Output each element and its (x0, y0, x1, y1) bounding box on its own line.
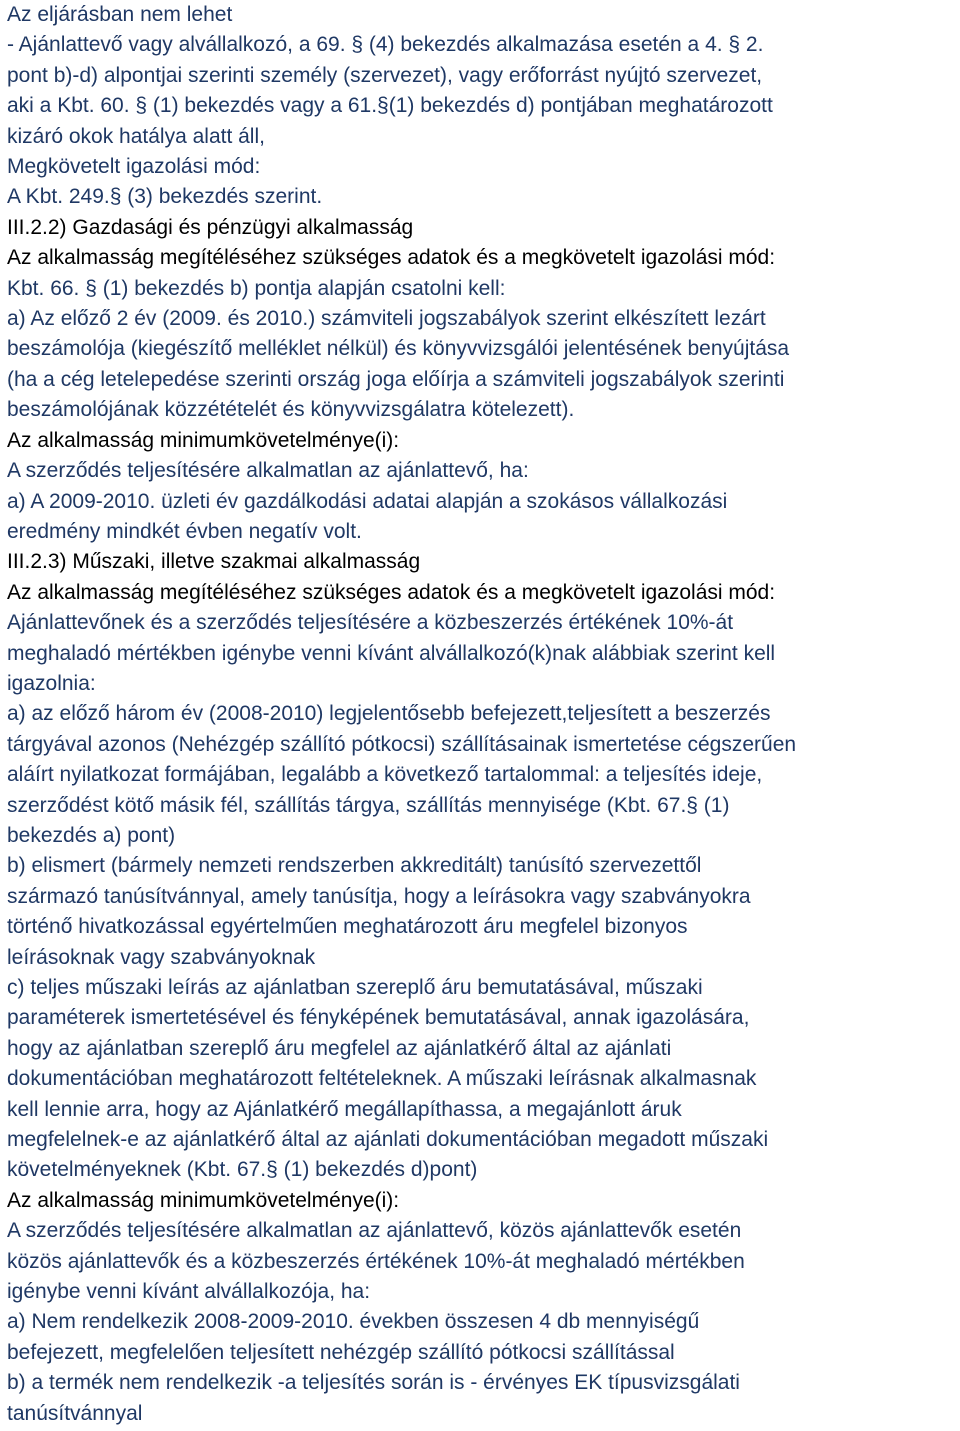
text-line: kizáró okok hatálya alatt áll, (7, 124, 265, 148)
text-line: dokumentációban meghatározott feltételeknek. A műszaki leírásnak alkalmasnak (7, 1067, 757, 1091)
text-line: beszámolója (kiegészítő melléklet nélkül) és könyvvizsgálói jelentésének benyújtása (7, 337, 790, 361)
text-line: közös ajánlattevők és a közbeszerzés értékének 10%-át meghaladó mértékben (7, 1249, 745, 1273)
text-line: követelményeknek (Kbt. 67.§ (1) bekezdés d)pont) (7, 1158, 478, 1182)
text-line: a) A 2009-2010. üzleti év gazdálkodási adatai alapján a szokásos vállalkozási (7, 489, 728, 513)
text-line: hogy az ajánlatban szereplő áru megfelel az ajánlatkérő által az ajánlati (7, 1036, 672, 1060)
text-line: tanúsítvánnyal (7, 1401, 143, 1425)
text-line: a) az előző három év (2008-2010) legjelentősebb befejezett,teljesített a beszerzés (7, 702, 771, 726)
text-line: Az alkalmasság minimumkövetelménye(i): (7, 1188, 400, 1212)
text-line: III.2.3) Műszaki, illetve szakmai alkalmasság (7, 550, 421, 574)
text-line: szerződést kötő másik fél, szállítás tárgya, szállítás mennyisége (Kbt. 67.§ (1) (7, 793, 730, 817)
text-line: származó tanúsítvánnyal, amely tanúsítja, hogy a leírásokra vagy szabványokra (7, 884, 751, 908)
text-line: A szerződés teljesítésére alkalmatlan az ajánlattevő, ha: (7, 459, 529, 483)
text-line: tárgyával azonos (Nehézgép szállító pótkocsi) szállításainak ismertetése cégszerűen (7, 732, 797, 756)
text-line: bekezdés a) pont) (7, 823, 176, 847)
text-line: c) teljes műszaki leírás az ajánlatban szereplő áru bemutatásával, műszaki (7, 976, 703, 999)
text-line: III.2.2) Gazdasági és pénzügyi alkalmasság (7, 215, 414, 239)
text-line: - Ajánlattevő vagy alvállalkozó, a 69. § (4) bekezdés alkalmazása esetén a 4. § 2. (7, 33, 764, 57)
text-line: b) a termék nem rendelkezik -a teljesítés során is - érvényes EK típusvizsgálati (7, 1371, 740, 1395)
text-line: Az alkalmasság minimumkövetelménye(i): (7, 428, 400, 452)
text-line: aláírt nyilatkozat formájában, legalább a következő tartalommal: a teljesítés ideje, (7, 763, 763, 787)
text-line: pont b)-d) alpontjai szerinti személy (szervezet), vagy erőforrást nyújtó szervezet, (7, 63, 763, 87)
text-line: Az alkalmasság megítéléséhez szükséges adatok és a megkövetelt igazolási mód: (7, 580, 776, 604)
text-line: befejezett, megfelelően teljesített nehézgép szállító pótkocsi szállítással (7, 1340, 675, 1364)
text-line: eredmény mindkét évben negatív volt. (7, 519, 362, 543)
text-line: paraméterek ismertetésével és fényképének bemutatásával, annak igazolására, (7, 1006, 750, 1030)
text-line: b) elismert (bármely nemzeti rendszerben akkreditált) tanúsító szervezettől (7, 854, 702, 878)
text-line: a) Nem rendelkezik 2008-2009-2010. években összesen 4 db mennyiségű (7, 1310, 700, 1334)
text-line: (ha a cég letelepedése szerinti ország joga előírja a számviteli jogszabályok szerinti (7, 367, 785, 391)
text-line: Kbt. 66. § (1) bekezdés b) pontja alapján csatolni kell: (7, 276, 506, 300)
text-line: Az alkalmasság megítéléséhez szükséges adatok és a megkövetelt igazolási mód: (7, 246, 776, 270)
text-line: beszámolójának közzétételét és könyvvizsgálatra kötelezett). (7, 398, 575, 422)
text-line: Ajánlattevőnek és a szerződés teljesítésére a közbeszerzés értékének 10%-át (7, 611, 734, 635)
text-line: Az eljárásban nem lehet (7, 3, 233, 26)
text-line: történő hivatkozással egyértelműen meghatározott áru megfelel bizonyos (7, 915, 688, 939)
text-line: meghaladó mértékben igénybe venni kívánt alvállalkozó(k)nak alábbiak szerint kell (7, 641, 776, 665)
text-line: igazolnia: (7, 671, 96, 695)
text-line: A Kbt. 249.§ (3) bekezdés szerint. (7, 185, 323, 209)
text-line: igénybe venni kívánt alvállalkozója, ha: (7, 1280, 371, 1304)
text-line: Megkövetelt igazolási mód: (7, 155, 261, 179)
text-line: a) Az előző 2 év (2009. és 2010.) számviteli jogszabályok szerint elkészített lezárt (7, 307, 766, 331)
text-line: megfelelnek-e az ajánlatkérő által az ajánlati dokumentációban megadott műszaki (7, 1128, 769, 1152)
text-line: A szerződés teljesítésére alkalmatlan az ajánlattevő, közös ajánlattevők esetén (7, 1219, 742, 1243)
text-line: aki a Kbt. 60. § (1) bekezdés vagy a 61.§(1) bekezdés d) pontjában meghatározott (7, 94, 773, 118)
text-line: kell lennie arra, hogy az Ajánlatkérő megállapíthassa, a megajánlott áruk (7, 1097, 682, 1121)
text-line: leírásoknak vagy szabványoknak (7, 945, 316, 969)
